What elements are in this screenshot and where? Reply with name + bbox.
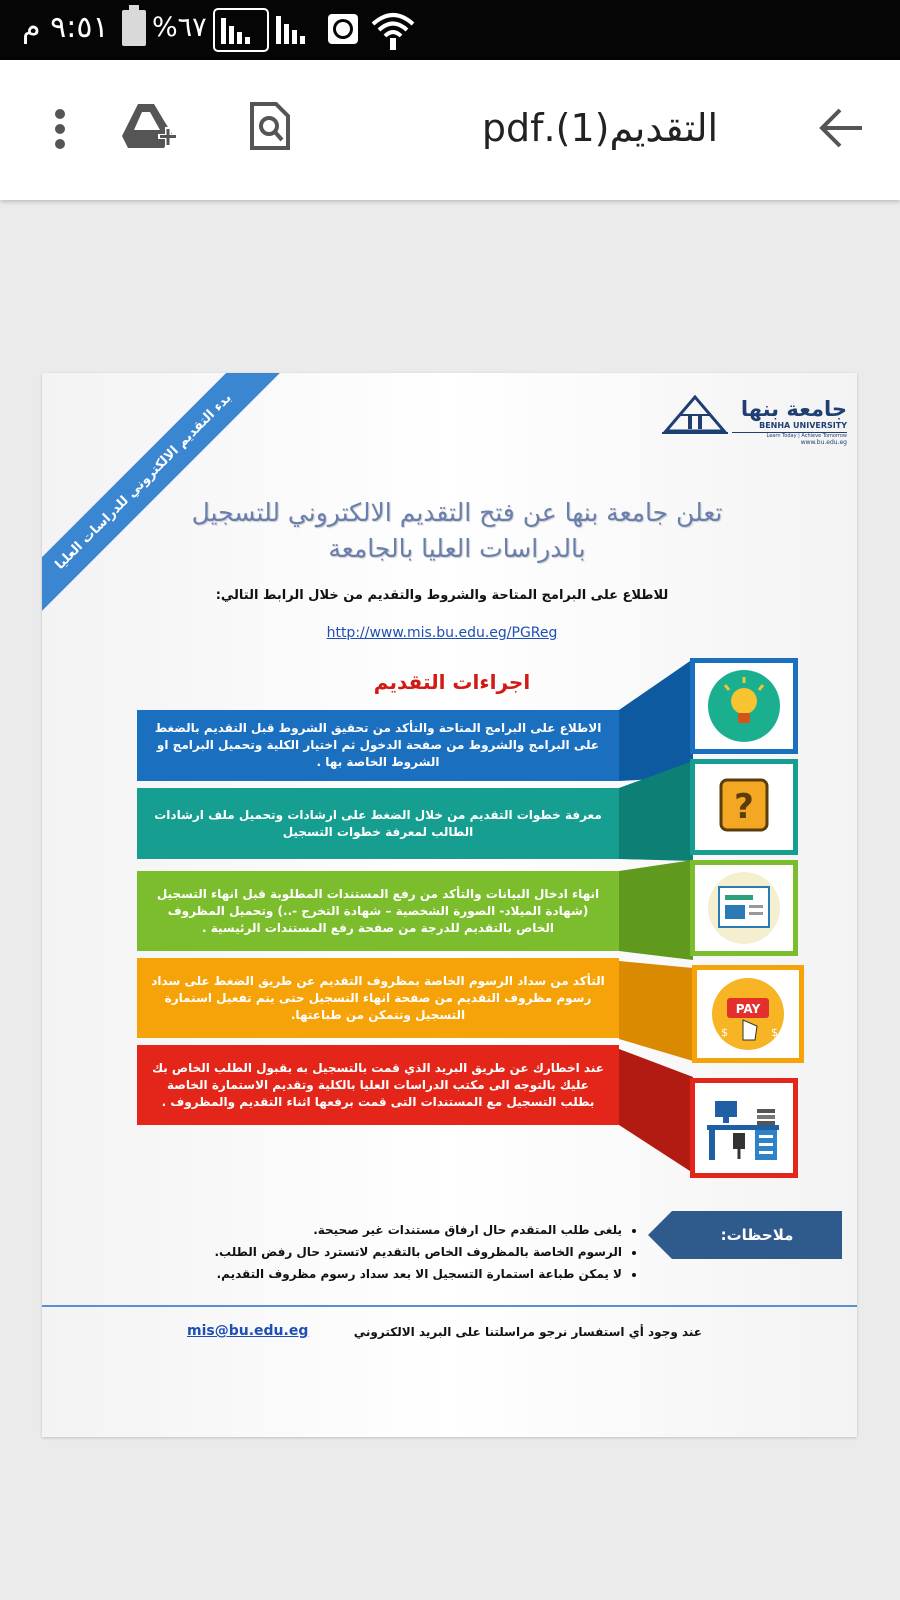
step-4-icon-box xyxy=(692,965,804,1063)
clock: ٩:٥١ م xyxy=(22,10,109,45)
svg-text:?: ? xyxy=(734,787,754,827)
office-desk-icon xyxy=(695,1083,793,1173)
document-form-icon xyxy=(695,865,793,951)
battery-icon xyxy=(122,10,146,46)
step-3-icon-box xyxy=(690,860,798,956)
section-title: اجراءات التقديم xyxy=(373,670,531,694)
app-bar xyxy=(0,60,900,200)
svg-text:$: $ xyxy=(771,1026,778,1039)
svg-text:$: $ xyxy=(721,1026,728,1039)
arrow-left-icon[interactable] xyxy=(818,107,864,149)
logo-tagline: Learn Today | Achieve Tomorrow xyxy=(732,432,847,439)
document-title: التقديم(1).pdf xyxy=(481,106,719,150)
wifi-icon xyxy=(370,8,416,54)
more-vert-icon[interactable] xyxy=(48,106,72,152)
pay-icon xyxy=(697,970,799,1058)
notes-label: ملاحظات: xyxy=(672,1211,842,1259)
signal-strength-icon xyxy=(272,8,316,52)
step-1-icon-box xyxy=(690,658,798,754)
university-logo xyxy=(732,397,847,446)
step-connector xyxy=(619,860,699,965)
question-mark-icon xyxy=(695,764,793,850)
footer-email-link[interactable]: mis@bu.edu.eg xyxy=(187,1323,309,1339)
pdf-page[interactable] xyxy=(42,373,857,1437)
notes-list xyxy=(162,1219,640,1285)
logo-arabic: جامعة بنها xyxy=(740,397,847,421)
note-item: • الرسوم الخاصة بالمظروف الخاص بالتقديم لاتسترد حال رفض الطلب. xyxy=(162,1241,622,1263)
ribbon-banner: بدء التقديم الالكتروني للدراسات العليا xyxy=(42,373,285,623)
subtitle: للاطلاع على البرامج المتاحة والشروط والتقديم من خلال الرابط التالي: xyxy=(215,588,669,603)
note-item: • لا يمكن طباعة استمارة التسجيل الا بعد سداد رسوم مظروف التقديم. xyxy=(162,1263,622,1285)
announcement-headline: تعلن جامعة بنها عن فتح التقديم الالكتروني للتسجيل بالدراسات العليا بالجامعة xyxy=(191,498,723,563)
battery-percentage: %٦٧ xyxy=(152,12,207,43)
step-2: معرفة خطوات التقديم من خلال الضغط على ارشادات وتحميل ملف ارشادات الطالب لمعرفة خطوات التسجيل xyxy=(137,788,619,859)
logo-web: www.bu.edu.eg xyxy=(800,439,847,446)
svg-text:PAY: PAY xyxy=(735,1002,761,1016)
step-1: الاطلاع على البرامج المتاحة والتأكد من تحقيق الشروط قبل التقديم بالضغط على البرامج والشروط من صفحة الدخول ثم اختيار الكلية وتحميل البرامج او الشروط الخاصة بها . xyxy=(137,710,619,781)
step-connector xyxy=(619,1049,699,1179)
footer-divider xyxy=(42,1305,857,1307)
step-4: التأكد من سداد الرسوم الخاصة بمظروف التقديم عن طريق الضغط على سداد رسوم مظروف التقديم من صفحة انهاء التسجيل حتى يتم تفعيل استمارة التسجيل وتتمكن من طباعتها. xyxy=(137,958,619,1038)
step-2-icon-box xyxy=(690,759,798,855)
logo-english: BENHA UNIVERSITY xyxy=(759,421,847,430)
note-item: • يلغى طلب المتقدم حال ارفاق مستندات غير صحيحة. xyxy=(162,1219,622,1241)
step-5-icon-box xyxy=(690,1078,798,1178)
step-connector xyxy=(619,761,699,871)
signal-strength-icon xyxy=(213,8,269,52)
status-bar xyxy=(0,0,900,60)
university-logo-icon xyxy=(662,395,728,435)
step-5: عند اخطارك عن طريق البريد الذي قمت بالتسجيل به بقبول الطلب الخاص بك عليك بالتوجه الى مكتب الدراسات العليا بالكلية وتقديم الاستمارة الخاصة بطلب التسجيل مع المستندات التى قمت برفعها اثناء التقديم والمظروف . xyxy=(137,1045,619,1125)
registration-link[interactable]: http://www.mis.bu.edu.eg/PGReg xyxy=(326,625,558,641)
document-search-icon[interactable] xyxy=(248,100,292,152)
footer-text: عند وجود أي استفسار نرجو مراسلتنا على البريد الالكتروني xyxy=(353,1325,702,1339)
step-3: انهاء ادخال البيانات والتأكد من رفع المستندات المطلوبة قبل انهاء التسجيل (شهادة الميلاد- الصورة الشخصية – شهادة التخرج -..) وتحميل المظروف الخاص بالتقديم للدرجة من صفحة رفع المستندات الرئيسية . xyxy=(137,871,619,951)
add-to-drive-icon[interactable] xyxy=(120,100,180,152)
vpn-globe-icon xyxy=(325,8,361,52)
lightbulb-icon xyxy=(695,663,793,749)
